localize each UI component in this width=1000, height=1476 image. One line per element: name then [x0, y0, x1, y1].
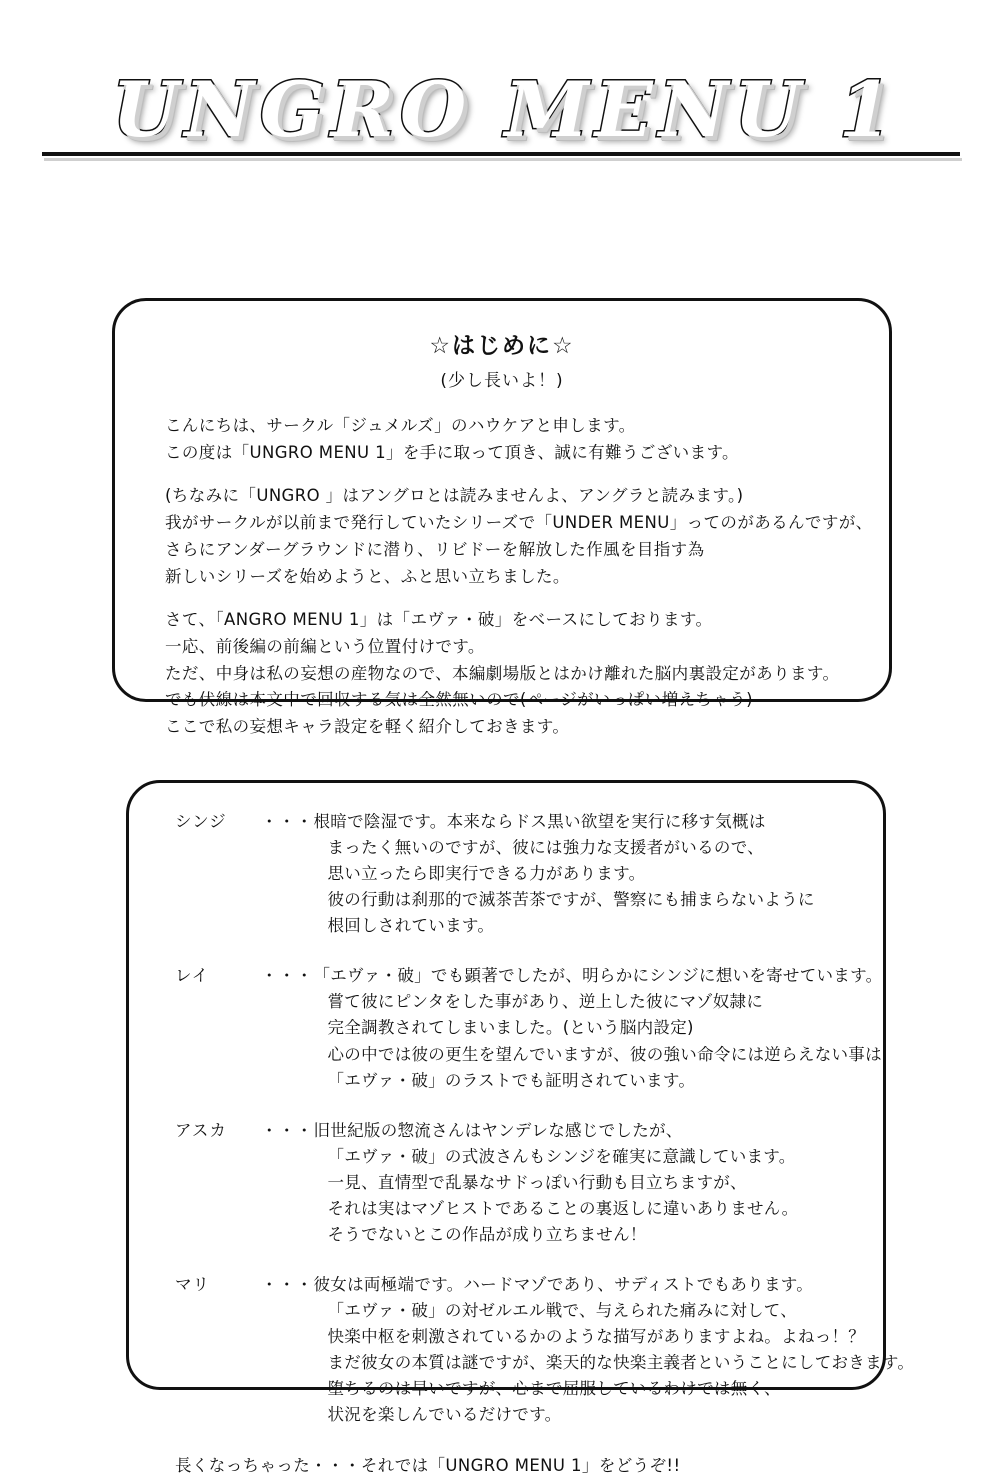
intro-line: さらにアンダーグラウンドに潜り、リビドーを解放した作風を目指す為: [165, 539, 705, 559]
character-list: [129, 809, 915, 1428]
intro-subheading: (少し長いよ！): [440, 371, 564, 391]
page-title-block: [0, 65, 1000, 154]
intro-line: 新しいシリーズを始めようと、ふと思い立ちました。: [165, 566, 570, 586]
description-line: 旧世紀版の惣流さんはヤンデレな感じでしたが、: [313, 1120, 683, 1140]
character-description: [314, 1118, 856, 1248]
character-name: レイ: [175, 966, 210, 986]
intro-line: この度は「UNGRO MENU 1」を手に取って頂き、誠に有難うございます。: [165, 442, 739, 462]
description-line: 「エヴァ・破」のラストでも証明されています。: [327, 1070, 696, 1090]
description-line: 「エヴァ・破」の対ゼルエル戦で、与えられた痛みに対して、: [327, 1301, 798, 1320]
description-line: 「エヴァ・破」でも顕著でしたが、明らかにシンジに想いを寄せています。: [313, 966, 883, 986]
character-notes-panel: [126, 780, 915, 1476]
description-line: 心の中では彼の更生を望んでいますが、彼の強い命令には逆らえない事は: [327, 1044, 882, 1064]
intro-line: (ちなみに「UNGRO 」はアングロとは読みませんよ、アングラと読みます。): [165, 486, 744, 506]
intro-line: でも伏線は本文中で回収する気は全然無いので(ページがいっぱい増えちゃう): [165, 690, 753, 710]
outro-text: 長くなっちゃった・・・それでは「UNGRO MENU 1」をどうぞ!!: [175, 1456, 681, 1476]
list-item: [129, 1118, 883, 1248]
description-line: 根回しされています。: [327, 916, 495, 936]
character-dots: ・・・: [261, 1120, 314, 1140]
description-line: 根暗で陰湿です。本来ならドス黒い欲望を実行に移す気概は: [313, 812, 766, 831]
intro-paragraph: [165, 413, 889, 466]
intro-line: 我がサークルが以前まで発行していたシリーズで「UNDER MENU」ってのがあるんですが、: [165, 513, 873, 533]
description-line: 一見、直情型で乱暴なサドっぽい行動も目立ちますが、: [327, 1172, 747, 1192]
character-name: マリ: [175, 1274, 210, 1294]
description-line: それは実はマゾヒストであることの裏返しに違いありません。: [327, 1198, 799, 1218]
intro-paragraph: [165, 483, 889, 590]
intro-line: ここで私の妄想キャラ設定を軽く紹介しておきます。: [165, 717, 570, 737]
list-item: [129, 963, 883, 1093]
character-dots: ・・・: [261, 1274, 314, 1294]
character-dots: ・・・: [261, 966, 314, 986]
description-line: 完全調教されてしまいました。(という脳内設定): [327, 1018, 694, 1038]
list-item: [129, 1272, 915, 1428]
character-name: アスカ: [175, 1120, 227, 1140]
description-line: 堕ちるのは早いですが、心まで屈服しているわけでは無く、: [327, 1379, 781, 1399]
intro-heading: ☆はじめに☆: [429, 333, 575, 359]
character-description: [314, 963, 883, 1093]
intro-line: こんにちは、サークル「ジュメルズ」のハウケアと申します。: [165, 416, 636, 435]
title-divider: [42, 152, 960, 156]
intro-line: さて、「ANGRO MENU 1」は「エヴァ・破」をベースにしております。: [165, 610, 713, 630]
description-line: 思い立ったら即実行できる力があります。: [327, 864, 646, 884]
character-name: シンジ: [175, 812, 227, 831]
description-line: まだ彼女の本質は謎ですが、楽天的な快楽主義者ということにしておきます。: [327, 1353, 915, 1373]
page-title: UNGRO MENU 1: [112, 65, 898, 154]
intro-panel: [112, 298, 892, 737]
description-line: 彼の行動は刹那的で滅茶苦茶ですが、警察にも捕まらないように: [327, 890, 815, 910]
list-item: [129, 809, 883, 939]
description-line: そうでないとこの作品が成り立ちません！: [327, 1224, 647, 1244]
character-description: [314, 809, 856, 939]
description-line: 嘗て彼にピンタをした事があり、逆上した彼にマゾ奴隷に: [327, 992, 764, 1012]
description-line: 状況を楽しんでいるだけです。: [327, 1405, 562, 1425]
intro-body: [165, 413, 889, 741]
intro-paragraph: [165, 607, 889, 741]
description-line: 「エヴァ・破」の式波さんもシンジを確実に意識しています。: [327, 1146, 796, 1166]
description-line: 彼女は両極端です。ハードマゾであり、サディストでもあります。: [313, 1274, 814, 1294]
character-dots: ・・・: [261, 812, 314, 831]
character-description: [314, 1272, 915, 1428]
description-line: まったく無いのですが、彼には強力な支援者がいるので、: [327, 838, 764, 858]
intro-line: ただ、中身は私の妄想の産物なので、本編劇場版とはかけ離れた脳内裏設定があります。: [165, 663, 840, 683]
description-line: 快楽中枢を刺激されているかのような描写がありますよね。よねっ！？: [327, 1327, 866, 1347]
intro-line: 一応、前後編の前編という位置付けです。: [165, 637, 485, 657]
